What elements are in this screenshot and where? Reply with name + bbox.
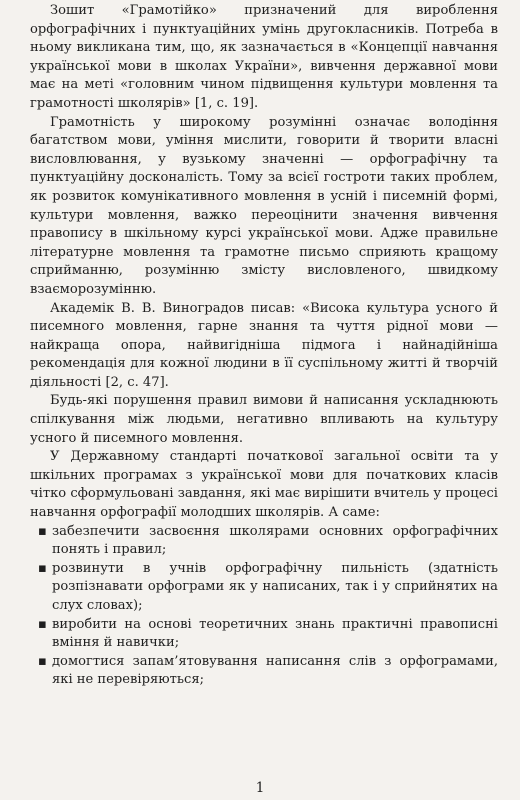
paragraph-intro: Зошит «Грамотійко» призначений для вироблення орфографічних і пунктуаційних умінь другокласників. Потреба в ньому викликана тим, що, як зазначається в «Концепції навчання української мови в школах України», вивчення державної мови має на меті «головним чином підвищення культури мовлення та грамотності школярів» [1, с. 19]. (30, 3, 498, 111)
list-item-text: забезпечити засвоєння школярами основних орфографічних понять і правил; (52, 523, 498, 558)
page-content (30, 2, 498, 690)
list-item-text: виробити на основі теоретичних знань практичні правописні вміння й навички; (52, 616, 498, 651)
bullet-square-icon: ▪ (38, 653, 47, 669)
list-item (30, 523, 498, 560)
list-item-text: розвинути в учнів орфографічну пильність (здатність розпізнавати орфограми як у написаних, так і у сприйнятих на слух словах); (52, 560, 498, 613)
paragraph-quote-vinogradov: Академік В. В. Виноградов писав: «Висока культура усного й писемного мовлення, гарне знання та чуття рідної мови — найкраща опора, найвигідніша підмога і найнадійніша рекомендація для кожної людини в її суспільному житті й творчій діяльності [2, с. 47]. (30, 300, 498, 390)
bullet-square-icon: ▪ (38, 616, 47, 632)
list-item (30, 616, 498, 653)
paragraph-literacy: Грамотність у широкому розумінні означає володіння багатством мови, уміння мислити, говорити й творити власні висловлювання, у вузькому значенні — орфографічну та пунктуаційну досконалість. Тому за всієї гостроти таких проблем, як розвиток комунікативного мовлення в усній і писемній формі, культури мовлення, важко переоцінити значення вивчення правопису в шкільному курсі української мови. Адже правильне літературне мовлення та грамотне письмо сприяють кращому сприйманню, розумінню змісту висловленого, швидкому взаєморозумінню. (30, 114, 498, 297)
list-item (30, 560, 498, 616)
bullet-square-icon: ▪ (38, 560, 47, 576)
bullet-square-icon: ▪ (38, 523, 47, 539)
paragraph-standard: У Державному стандарті початкової загальної освіти та у шкільних програмах з української мови для початкових класів чітко сформульовані завдання, які має вирішити вчитель у процесі навчання орфографії молодших школярів. А саме: (30, 449, 498, 521)
list-item-text: домогтися запам’ятовування написання слів з орфограмами, які не перевіряються; (52, 653, 498, 688)
page-number: 1 (255, 780, 265, 796)
list-item (30, 653, 498, 690)
paragraph-violations: Будь-які порушення правил вимови й написання ускладнюють спілкування між людьми, негативно впливають на культуру усного й писемного мовлення. (30, 393, 498, 446)
task-list (30, 523, 498, 690)
